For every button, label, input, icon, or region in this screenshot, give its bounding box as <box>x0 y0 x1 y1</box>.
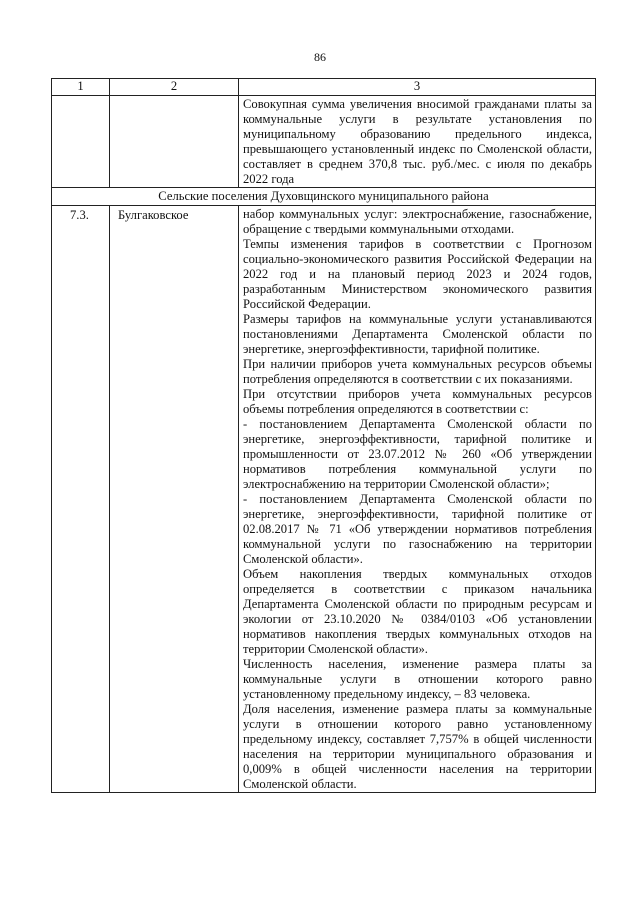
table-row <box>52 206 596 793</box>
column-header-1: 1 <box>52 79 110 96</box>
paragraph-waste-norms: Объем накопления твердых коммунальных отходов определяется в соответствии с приказом начальника Департамента Смоленской области по природным ресурсам и экологии от 23.10.2020 № 0384/0103 «Об установлении нормативов накопления твердых коммунальных отходов на территории Смоленской области». <box>243 567 592 656</box>
column-header-2: 2 <box>110 79 239 96</box>
carry-over-row <box>52 96 596 188</box>
section-title: Сельские поселения Духовщинского муниципального района <box>52 188 596 206</box>
section-row <box>52 188 596 206</box>
municipal-index-table <box>51 78 596 793</box>
paragraph-tariff-sizes: Размеры тарифов на коммунальные услуги устанавливаются постановлениями Департамента Смоленской области по энергетике, энергоэффективности, тарифной политике. <box>243 312 592 356</box>
settlement-name: Булгаковское <box>110 206 239 793</box>
paragraph-population-share: Доля населения, изменение размера платы за коммунальные услуги в отношении которого равно установленному предельному индексу, составляет 7,757% в общей численности населения на территории муниципального образования и 0,009% в общей численности населения на территории Смоленской области. <box>243 702 592 791</box>
paragraph-gas-norms: - постановлением Департамента Смоленской области по энергетике, энергоэффективности, тарифной политике от 02.08.2017 № 71 «Об утверждении нормативов потребления коммунальной услуги по газоснабжению на территории Смоленской области». <box>243 492 592 566</box>
paragraph-meters-present: При наличии приборов учета коммунальных ресурсов объемы потребления определяются в соответствии с их показаниями. <box>243 357 592 386</box>
table-header-row <box>52 79 596 96</box>
row-number: 7.3. <box>52 206 110 793</box>
carry-over-text: Совокупная сумма увеличения вносимой гражданами платы за коммунальные услуги в результате установления по муниципальному образованию предельного индекса, превышающего установленный индекс по Смоленской области, составляет в среднем 370,8 тыс. руб./мес. с июля по декабрь 2022 года <box>243 97 592 186</box>
paragraph-tariff-rates: Темпы изменения тарифов в соответствии с Прогнозом социально-экономического развития Российской Федерации на 2022 год и на плановый период 2023 и 2024 годов, разработанным Министерством экономического развития Российской Федерации. <box>243 237 592 311</box>
paragraph-services: набор коммунальных услуг: электроснабжение, газоснабжение, обращение с твердыми коммунальными отходами. <box>243 207 592 236</box>
row-details <box>239 206 596 793</box>
paragraph-population-count: Численность населения, изменение размера платы за коммунальные услуги в отношении которого равно установленному предельному индексу, – 83 человека. <box>243 657 592 701</box>
paragraph-electricity-norms: - постановлением Департамента Смоленской области по энергетике, энергоэффективности, тарифной политике и промышленности от 23.07.2012 № 260 «Об утверждении нормативов потребления коммунальной услуги по электроснабжению на территории Смоленской области»; <box>243 417 592 491</box>
column-header-3: 3 <box>239 79 596 96</box>
page-number: 86 <box>314 50 326 64</box>
paragraph-meters-absent: При отсутствии приборов учета коммунальных ресурсов объемы потребления определяются в соответствии с: <box>243 387 592 416</box>
